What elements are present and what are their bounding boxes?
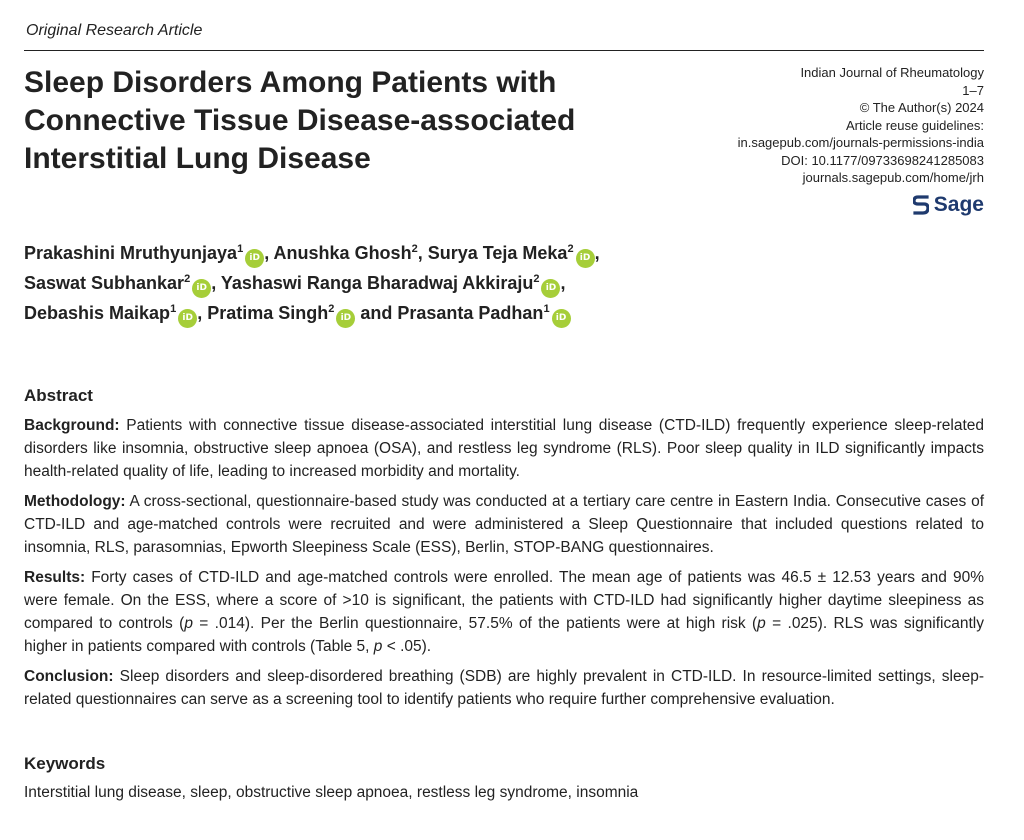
author-separator: , (211, 273, 221, 293)
reuse-label: Article reuse guidelines: (845, 117, 984, 133)
author-line-1 (24, 238, 824, 268)
abstract-body (24, 414, 984, 718)
results-label: Results: (24, 569, 86, 586)
keywords-heading: Keywords (24, 754, 106, 773)
background-label: Background: (24, 417, 120, 434)
author (24, 303, 197, 323)
author-line-2 (24, 268, 824, 298)
keywords-text: Interstitial lung disease, sleep, obstructive sleep apnoea, restless leg syndrome, insomnia (24, 784, 639, 801)
affiliation-mark: 1 (237, 243, 244, 255)
sage-logo-text: Sage (933, 193, 984, 216)
author-separator: , (197, 303, 208, 323)
author (221, 273, 561, 293)
affiliation-mark: 2 (184, 273, 191, 285)
author-separator: , (264, 243, 274, 263)
orcid-icon[interactable]: iD (245, 249, 264, 268)
journal-link[interactable]: journals.sagepub.com/home/jrh (802, 170, 984, 185)
author-separator: and (355, 303, 398, 323)
journal-meta (738, 64, 984, 187)
sage-logo-icon (913, 194, 929, 216)
author-separator: , (594, 243, 600, 263)
results-text: Forty cases of CTD-ILD and age-matched controls were enrolled. The mean age of patients was 46.5 ± 12.53 years and 90% were female. On the ESS, where a score of >10 is significant, the patients with CTD-ILD had significantly higher daytime sleepiness as compared to controls ( (24, 569, 984, 632)
methodology-label: Methodology: (24, 493, 126, 510)
affiliation-mark: 1 (170, 303, 177, 315)
abstract-conclusion (24, 665, 984, 711)
results-text: = .025). RLS was significantly higher in patients compared with controls (Table 5, (24, 615, 984, 655)
author (397, 303, 570, 323)
conclusion-text: Sleep disorders and sleep-disordered breathing (SDB) are highly prevalent in CTD-ILD. In resource-limited settings, sleep-related questionnaires can serve as a screening tool to identify patients who require further comprehensive evaluation. (24, 668, 984, 708)
sage-logo (913, 193, 984, 217)
reuse-link[interactable]: in.sagepub.com/journals-permissions-india (737, 135, 984, 150)
author-name: Pratima Singh (207, 303, 329, 323)
author-name: Prakashini Mruthyunjaya (24, 243, 238, 263)
orcid-icon[interactable]: iD (178, 309, 197, 328)
p-value-symbol: p (757, 615, 766, 632)
journal-name: Indian Journal of Rheumatology (800, 65, 984, 80)
doi-link[interactable]: DOI: 10.1177/09733698241285083 (781, 152, 984, 168)
affiliation-mark: 2 (328, 303, 335, 315)
author-name: Saswat Subhankar (24, 273, 185, 293)
orcid-icon[interactable]: iD (192, 279, 211, 298)
p-value-symbol: p (373, 638, 383, 655)
page-range: 1–7 (962, 82, 984, 98)
author-list (24, 238, 824, 328)
background-text: Patients with connective tissue disease-associated interstitial lung disease (CTD-ILD) frequently experience sleep-related disorders like insomnia, obstructive sleep apnoea (OSA), and restless leg syndrome (RLS). Poor sleep quality in ILD significantly impacts health-related quality of life, leading to increased morbidity and mortality. (24, 417, 984, 480)
author (207, 303, 355, 323)
methodology-text: A cross-sectional, questionnaire-based study was conducted at a tertiary care centre in Eastern India. Consecutive cases of CTD-ILD and age-matched controls were recruited and were administered a Sleep Questionnaire that included questions related to insomnia, RLS, parasomnias, Epworth Sleepiness Scale (ESS), Berlin, STOP-BANG questionnaires. (24, 493, 984, 556)
abstract-results (24, 566, 984, 658)
author (274, 243, 418, 263)
orcid-icon[interactable]: iD (552, 309, 571, 328)
results-text: = .014). Per the Berlin questionnaire, 57.5% of the patients were at high risk ( (192, 615, 758, 632)
author-separator: , (560, 273, 566, 293)
orcid-icon[interactable]: iD (541, 279, 560, 298)
abstract-methodology (24, 490, 984, 559)
affiliation-mark: 2 (533, 273, 540, 285)
author (24, 273, 211, 293)
abstract-heading: Abstract (24, 386, 93, 405)
author-separator: , (417, 243, 428, 263)
author (24, 243, 264, 263)
conclusion-label: Conclusion: (24, 668, 114, 685)
orcid-icon[interactable]: iD (576, 249, 595, 268)
abstract-background (24, 414, 984, 483)
affiliation-mark: 2 (411, 243, 418, 255)
header-rule (24, 50, 984, 51)
p-value-symbol: p (184, 615, 193, 632)
author-name: Surya Teja Meka (427, 243, 568, 263)
article-type: Original Research Article (26, 22, 203, 39)
results-text: < .05). (382, 638, 432, 655)
author-name: Yashaswi Ranga Bharadwaj Akkiraju (220, 273, 534, 293)
affiliation-mark: 2 (567, 243, 574, 255)
copyright: © The Author(s) 2024 (859, 100, 984, 115)
author-name: Debashis Maikap (24, 303, 171, 323)
author-name: Anushka Ghosh (273, 243, 412, 263)
affiliation-mark: 1 (543, 303, 550, 315)
orcid-icon[interactable]: iD (336, 309, 355, 328)
author-name: Prasanta Padhan (397, 303, 544, 323)
author-line-3 (24, 298, 824, 328)
author (428, 243, 595, 263)
article-title: Sleep Disorders Among Patients with Connective Tissue Disease-associated Interstitial Lung Disease (24, 66, 576, 175)
